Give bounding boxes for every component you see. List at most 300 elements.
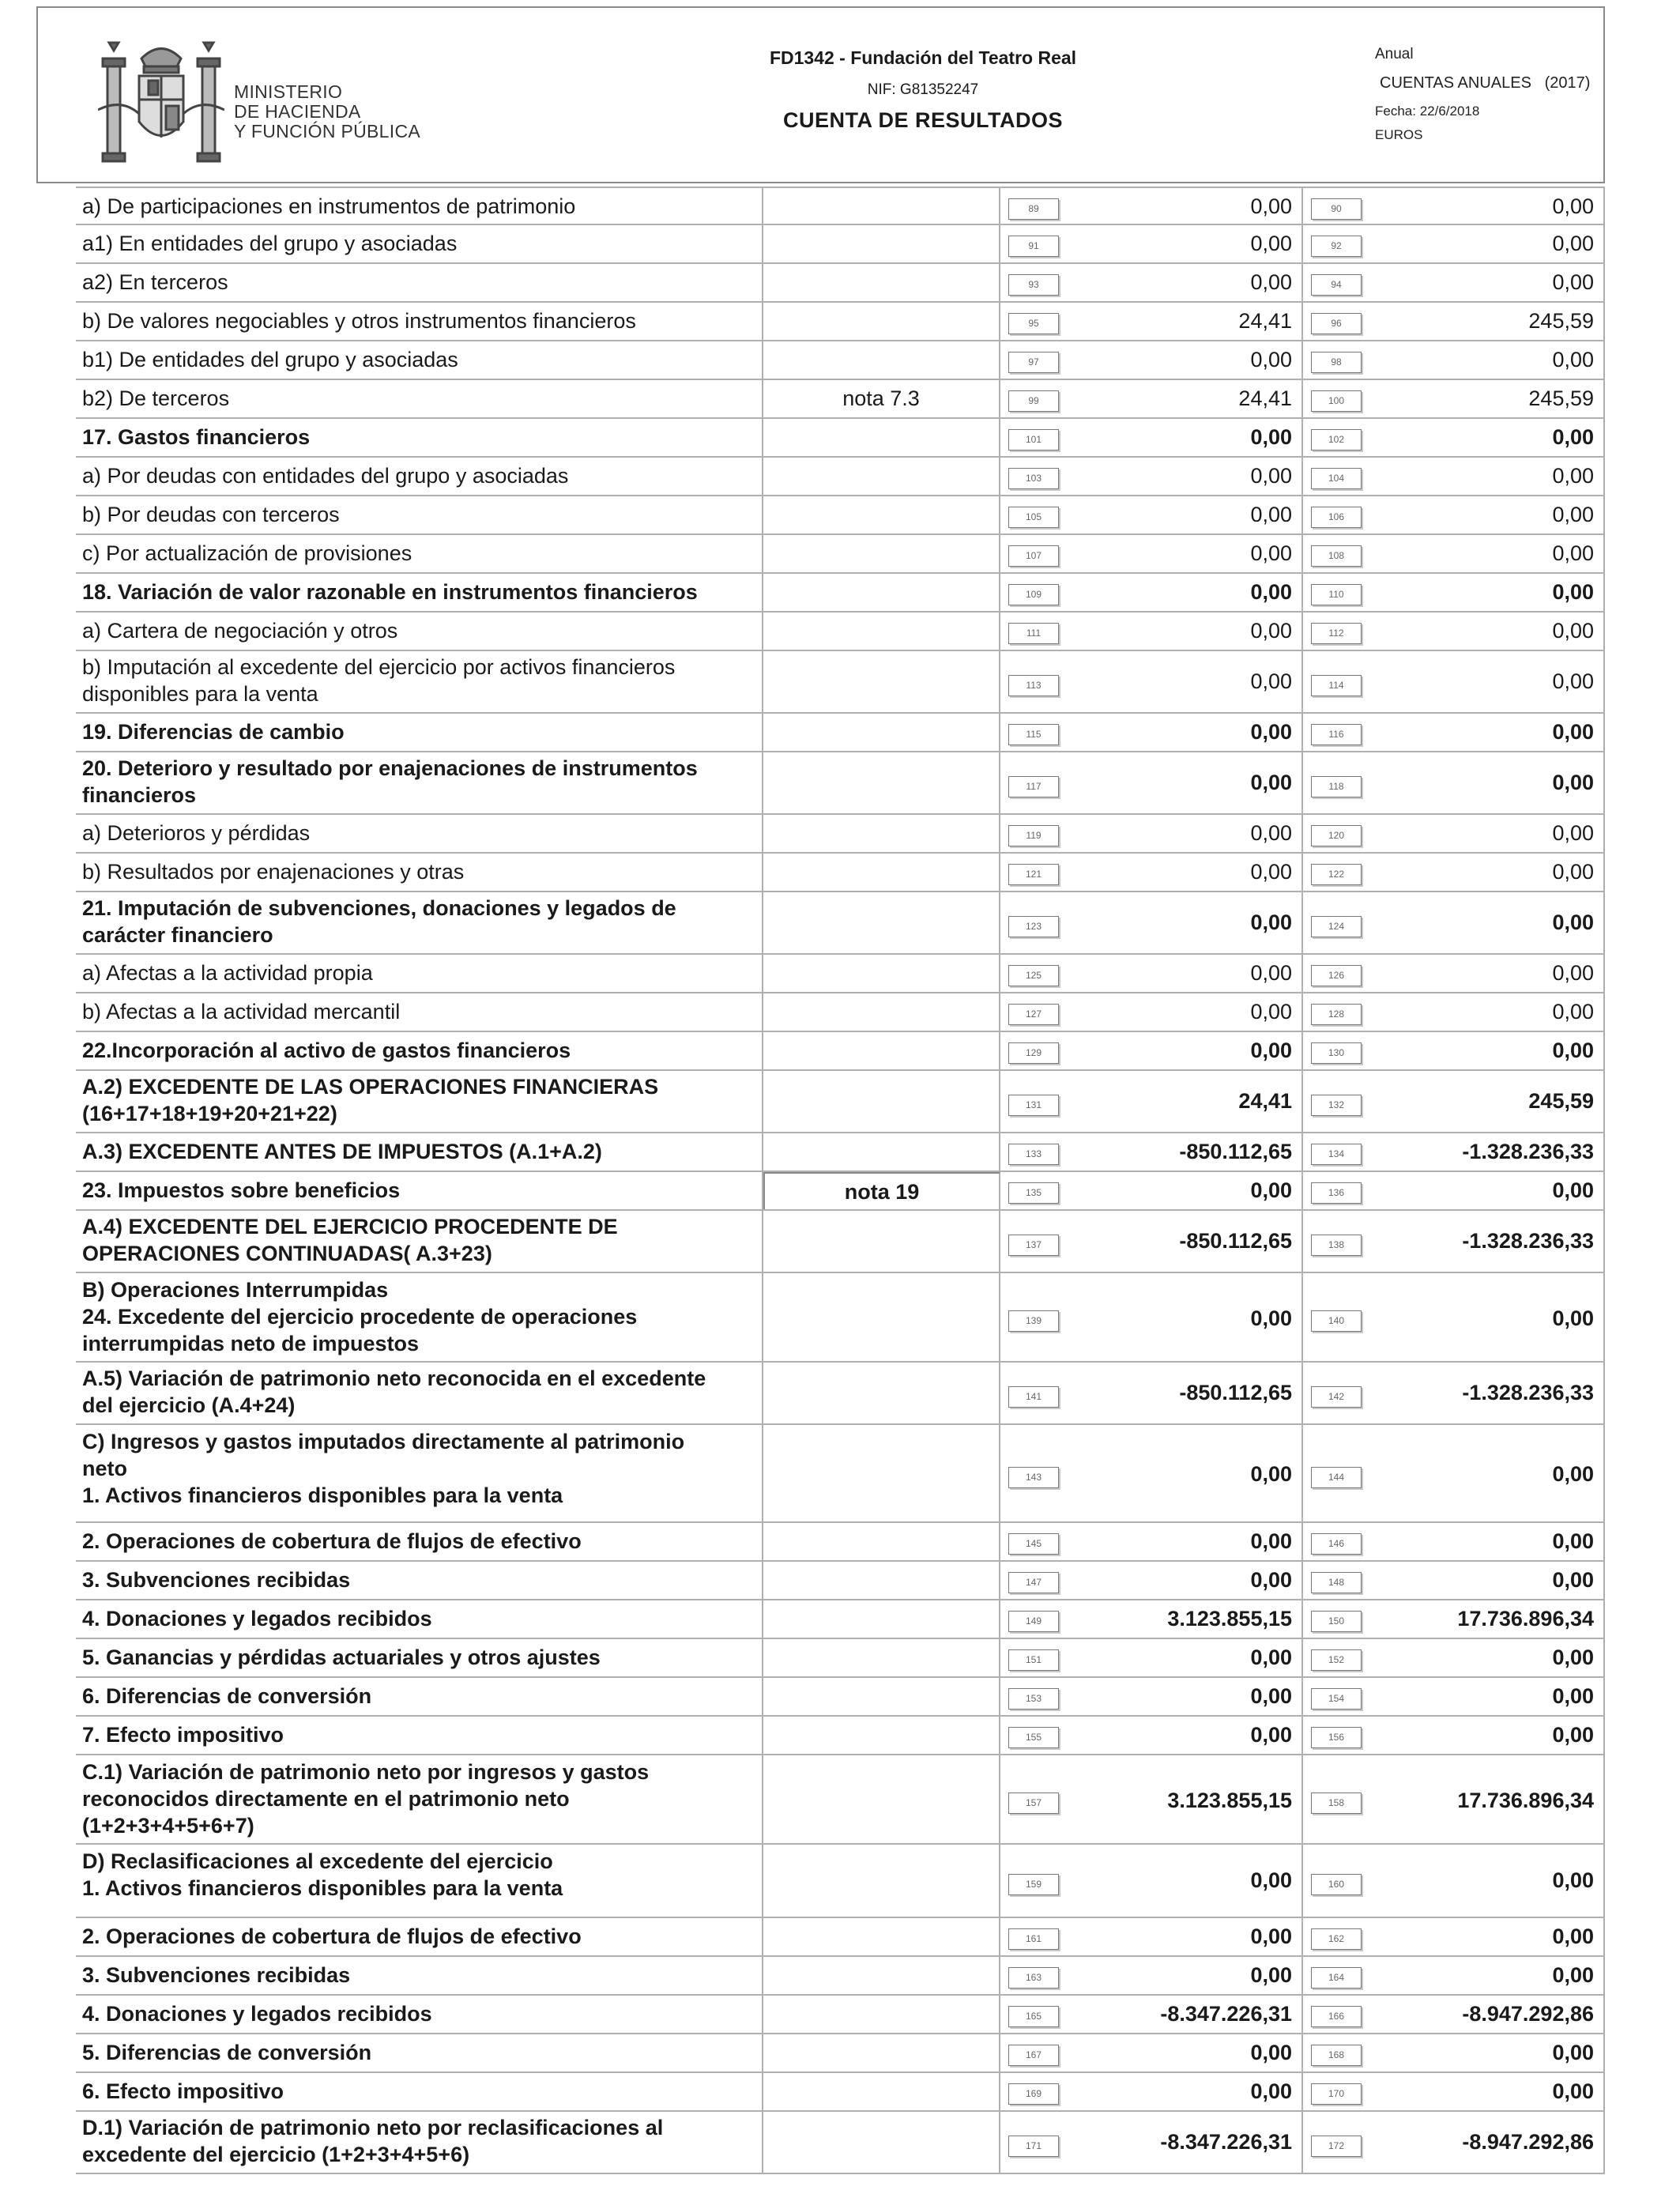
row-label-line: neto xyxy=(82,1457,127,1480)
field-code-box: 142 xyxy=(1311,1386,1362,1408)
row-label-line: b) Afectas a la actividad mercantil xyxy=(82,999,401,1023)
row-note xyxy=(763,651,1000,712)
amount-value: 0,00 xyxy=(1250,232,1292,255)
amount-value: 0,00 xyxy=(1552,1684,1594,1708)
amount-value: 0,00 xyxy=(1552,910,1594,934)
row-label-line: 17. Gastos financieros xyxy=(82,424,311,449)
table-row xyxy=(76,1678,1605,1717)
row-note xyxy=(763,1996,1000,2033)
row-label-line: 6. Diferencias de conversión xyxy=(82,1683,372,1708)
nif: NIF: G81352247 xyxy=(867,81,979,98)
field-code-box: 155 xyxy=(1008,1727,1059,1748)
field-code-box: 105 xyxy=(1008,507,1059,528)
table-row xyxy=(76,303,1605,341)
row-label-line: 21. Imputación de subvenciones, donaciones y legados de xyxy=(82,896,676,920)
amount-value: -8.947.292,86 xyxy=(1462,2129,1594,2154)
row-note xyxy=(763,2034,1000,2071)
row-label-line: a) Cartera de negociación y otros xyxy=(82,618,398,643)
row-label xyxy=(76,1133,763,1171)
row-label xyxy=(76,892,763,953)
table-row xyxy=(76,1996,1605,2034)
table-row xyxy=(76,993,1605,1032)
amount-value: 0,00 xyxy=(1250,860,1292,884)
field-code-box: 131 xyxy=(1008,1095,1059,1116)
value-cell xyxy=(1303,1755,1605,1843)
amount-value: 0,00 xyxy=(1552,232,1594,255)
row-label-line: del ejercicio (A.4+24) xyxy=(82,1393,296,1417)
amount-value: 0,00 xyxy=(1552,1963,1594,1987)
row-label xyxy=(76,1996,763,2033)
value-cell xyxy=(1000,1133,1303,1171)
amount-value: 0,00 xyxy=(1250,1462,1292,1486)
field-code-box: 124 xyxy=(1311,916,1362,937)
row-label xyxy=(76,752,763,813)
amount-value: 0,00 xyxy=(1250,194,1292,218)
field-code-box: 149 xyxy=(1008,1611,1059,1632)
row-note xyxy=(763,1918,1000,1955)
field-code-box: 153 xyxy=(1008,1688,1059,1710)
row-label xyxy=(76,496,763,533)
value-cell xyxy=(1000,264,1303,301)
amount-value: 0,00 xyxy=(1250,961,1292,985)
row-label xyxy=(76,419,763,456)
table-row xyxy=(76,892,1605,955)
field-code-box: 158 xyxy=(1311,1793,1362,1814)
row-label-line: disponibles para la venta xyxy=(82,682,318,706)
row-note xyxy=(763,1273,1000,1361)
row-note xyxy=(763,955,1000,992)
row-note xyxy=(763,264,1000,301)
value-cell xyxy=(1303,1273,1605,1361)
row-label xyxy=(76,1032,763,1069)
row-label-line: OPERACIONES CONTINUADAS( A.3+23) xyxy=(82,1242,492,1265)
row-note xyxy=(763,815,1000,852)
table-row xyxy=(76,2034,1605,2073)
row-note xyxy=(763,2112,1000,2173)
value-cell xyxy=(1000,1717,1303,1754)
table-row xyxy=(76,1425,1605,1523)
field-code-box: 140 xyxy=(1311,1310,1362,1332)
row-label xyxy=(76,1211,763,1272)
row-note: nota 7.3 xyxy=(763,380,1000,417)
field-code-box: 168 xyxy=(1311,2045,1362,2066)
row-label-line: financieros xyxy=(82,783,197,807)
field-code-box: 123 xyxy=(1008,916,1059,937)
row-note xyxy=(763,1639,1000,1676)
row-label-line: reconocidos directamente en el patrimonio neto xyxy=(82,1787,570,1811)
field-code-box: 115 xyxy=(1008,724,1059,745)
table-row xyxy=(76,1172,1605,1211)
row-note xyxy=(763,1957,1000,1994)
field-code-box: 130 xyxy=(1311,1042,1362,1064)
field-code-box: 160 xyxy=(1311,1874,1362,1895)
row-label xyxy=(76,1755,763,1843)
row-note xyxy=(763,1845,1000,1917)
value-cell xyxy=(1000,1071,1303,1132)
row-note xyxy=(763,1133,1000,1171)
row-label xyxy=(76,815,763,852)
amount-value: 0,00 xyxy=(1250,1723,1292,1747)
field-code-box: 138 xyxy=(1311,1235,1362,1256)
row-label-line: carácter financiero xyxy=(82,923,273,947)
field-code-box: 152 xyxy=(1311,1649,1362,1671)
row-label xyxy=(76,1918,763,1955)
row-note xyxy=(763,188,1000,224)
row-label xyxy=(76,1172,763,1209)
row-label-line: 22.Incorporación al activo de gastos financieros xyxy=(82,1038,571,1062)
row-label-line: 7. Efecto impositivo xyxy=(82,1722,284,1747)
amount-value: -8.947.292,86 xyxy=(1462,2002,1594,2026)
row-note xyxy=(763,1678,1000,1715)
amount-value: 0,00 xyxy=(1250,770,1292,794)
table-row xyxy=(76,1071,1605,1133)
row-note xyxy=(763,574,1000,611)
value-cell xyxy=(1303,815,1605,852)
value-cell xyxy=(1000,1363,1303,1423)
row-label-line: (16+17+18+19+20+21+22) xyxy=(82,1102,337,1125)
field-code-box: 139 xyxy=(1008,1310,1059,1332)
amount-value: 0,00 xyxy=(1552,1568,1594,1592)
row-label xyxy=(76,1639,763,1676)
value-cell xyxy=(1000,1639,1303,1676)
row-label-line: B) Operaciones Interrumpidas xyxy=(82,1278,389,1302)
amount-value: 0,00 xyxy=(1250,1646,1292,1669)
value-cell xyxy=(1303,303,1605,340)
amount-value: -1.328.236,33 xyxy=(1462,1380,1594,1404)
row-label-line: 2. Operaciones de cobertura de flujos de efectivo xyxy=(82,1924,582,1948)
amount-value: 0,00 xyxy=(1552,1462,1594,1486)
value-cell xyxy=(1303,2073,1605,2110)
amount-value: 24,41 xyxy=(1238,1088,1292,1113)
field-code-box: 132 xyxy=(1311,1095,1362,1116)
row-note xyxy=(763,496,1000,533)
amount-value: 0,00 xyxy=(1552,1723,1594,1747)
amount-value: 0,00 xyxy=(1250,1963,1292,1987)
field-code-box: 97 xyxy=(1008,352,1059,373)
amount-value: 0,00 xyxy=(1552,720,1594,744)
value-cell xyxy=(1000,1957,1303,1994)
row-label-line: excedente del ejercicio (1+2+3+4+5+6) xyxy=(82,2143,470,2166)
field-code-box: 166 xyxy=(1311,2006,1362,2027)
value-cell xyxy=(1303,752,1605,813)
field-code-box: 117 xyxy=(1008,776,1059,797)
value-cell xyxy=(1303,2034,1605,2071)
amount-value: 0,00 xyxy=(1552,503,1594,526)
field-code-box: 171 xyxy=(1008,2136,1059,2157)
amount-value: -850.112,65 xyxy=(1179,1140,1292,1163)
field-code-box: 169 xyxy=(1008,2083,1059,2105)
field-code-box: 96 xyxy=(1311,313,1362,334)
row-label-line: C) Ingresos y gastos imputados directamente al patrimonio xyxy=(82,1430,685,1453)
amount-value: 0,00 xyxy=(1552,425,1594,449)
row-label xyxy=(76,1562,763,1599)
value-cell xyxy=(1303,854,1605,891)
row-label xyxy=(76,225,763,262)
row-label-line: interrumpidas neto de impuestos xyxy=(82,1332,420,1355)
value-cell xyxy=(1000,892,1303,953)
amount-value: 0,00 xyxy=(1250,1529,1292,1553)
row-label xyxy=(76,2112,763,2173)
field-code-box: 129 xyxy=(1008,1042,1059,1064)
period-label: Anual xyxy=(1375,46,1414,62)
amount-value: 0,00 xyxy=(1552,1529,1594,1553)
row-label-line: (1+2+3+4+5+6+7) xyxy=(82,1814,254,1838)
row-label-line: D.1) Variación de patrimonio neto por reclasificaciones al xyxy=(82,2116,664,2139)
table-row xyxy=(76,1211,1605,1273)
row-label-line: b) Resultados por enajenaciones y otras xyxy=(82,859,465,884)
document-header xyxy=(36,6,1605,183)
document-meta xyxy=(1375,46,1590,143)
field-code-box: 93 xyxy=(1008,274,1059,296)
amount-value: 0,00 xyxy=(1552,541,1594,565)
field-code-box: 167 xyxy=(1008,2045,1059,2066)
value-cell xyxy=(1303,574,1605,611)
value-cell xyxy=(1303,993,1605,1031)
field-code-box: 104 xyxy=(1311,468,1362,489)
row-label xyxy=(76,955,763,992)
row-label xyxy=(76,1678,763,1715)
amount-value: 0,00 xyxy=(1552,1924,1594,1948)
field-code-box: 99 xyxy=(1008,390,1059,412)
field-code-box: 94 xyxy=(1311,274,1362,296)
value-cell xyxy=(1303,496,1605,533)
amount-value: 0,00 xyxy=(1250,464,1292,488)
field-code-box: 103 xyxy=(1008,468,1059,489)
row-note xyxy=(763,714,1000,751)
field-code-box: 162 xyxy=(1311,1928,1362,1950)
ministry-name xyxy=(234,82,420,141)
amount-value: 0,00 xyxy=(1250,580,1292,604)
value-cell xyxy=(1000,341,1303,379)
value-cell xyxy=(1000,815,1303,852)
table-row xyxy=(76,854,1605,892)
value-cell xyxy=(1303,1562,1605,1599)
row-label xyxy=(76,303,763,340)
amount-value: 0,00 xyxy=(1250,270,1292,294)
field-code-box: 128 xyxy=(1311,1004,1362,1025)
table-row xyxy=(76,535,1605,574)
row-label-line: 3. Subvenciones recibidas xyxy=(82,1567,351,1592)
amount-value: -850.112,65 xyxy=(1179,1228,1292,1253)
table-row xyxy=(76,496,1605,535)
value-cell xyxy=(1303,225,1605,262)
field-code-box: 92 xyxy=(1311,236,1362,257)
row-label-line: a) Deterioros y pérdidas xyxy=(82,820,311,845)
field-code-box: 164 xyxy=(1311,1967,1362,1989)
value-cell xyxy=(1303,1600,1605,1638)
field-code-box: 111 xyxy=(1008,623,1059,644)
row-label-line: b) De valores negociables y otros instrumentos financieros xyxy=(82,308,636,333)
row-note xyxy=(763,458,1000,495)
amount-value: 0,00 xyxy=(1552,961,1594,985)
row-label xyxy=(76,1071,763,1132)
field-code-box: 95 xyxy=(1008,313,1059,334)
field-code-box: 108 xyxy=(1311,545,1362,567)
amount-value: 0,00 xyxy=(1250,619,1292,643)
table-row xyxy=(76,2112,1605,2174)
row-label xyxy=(76,1957,763,1994)
table-row xyxy=(76,1133,1605,1172)
row-label-line: 5. Diferencias de conversión xyxy=(82,2040,372,2064)
amount-value: 0,00 xyxy=(1552,580,1594,604)
accounts-label: CUENTAS ANUALES (2017) xyxy=(1380,74,1591,92)
value-cell xyxy=(1303,1032,1605,1069)
amount-value: 245,59 xyxy=(1528,386,1594,410)
header-center xyxy=(646,47,1200,133)
row-label-line: a1) En entidades del grupo y asociadas xyxy=(82,231,458,255)
field-code-box: 137 xyxy=(1008,1235,1059,1256)
row-note xyxy=(763,613,1000,650)
row-label-line: C.1) Variación de patrimonio neto por ingresos y gastos xyxy=(82,1760,650,1784)
ministry-line: Y FUNCIÓN PÚBLICA xyxy=(234,121,420,141)
amount-value: 0,00 xyxy=(1552,2041,1594,2064)
amount-value: 0,00 xyxy=(1250,720,1292,744)
table-row xyxy=(76,815,1605,854)
value-cell xyxy=(1000,993,1303,1031)
value-cell xyxy=(1303,1425,1605,1521)
table-row xyxy=(76,187,1605,225)
field-code-box: 136 xyxy=(1311,1182,1362,1204)
row-note xyxy=(763,1071,1000,1132)
row-label-line: a) Afectas a la actividad propia xyxy=(82,960,373,985)
row-label-line: D) Reclasificaciones al excedente del ejercicio xyxy=(82,1849,553,1873)
row-note xyxy=(763,1562,1000,1599)
row-label xyxy=(76,341,763,379)
amount-value: 0,00 xyxy=(1552,619,1594,643)
value-cell xyxy=(1303,1211,1605,1272)
value-cell xyxy=(1000,651,1303,712)
entity-name: FD1342 - Fundación del Teatro Real xyxy=(769,47,1077,68)
row-label xyxy=(76,1523,763,1560)
amount-value: 0,00 xyxy=(1552,194,1594,218)
amount-value: 3.123.855,15 xyxy=(1167,1607,1292,1630)
row-note xyxy=(763,535,1000,572)
table-row xyxy=(76,1032,1605,1071)
amount-value: 0,00 xyxy=(1552,770,1594,794)
amount-value: 245,59 xyxy=(1528,1088,1594,1113)
field-code-box: 134 xyxy=(1311,1144,1362,1165)
field-code-box: 116 xyxy=(1311,724,1362,745)
table-row xyxy=(76,1523,1605,1562)
value-cell xyxy=(1000,1678,1303,1715)
table-row xyxy=(76,458,1605,496)
value-cell xyxy=(1000,535,1303,572)
row-label-line: A.5) Variación de patrimonio neto reconocida en el excedente xyxy=(82,1367,706,1390)
value-cell xyxy=(1303,535,1605,572)
amount-value: 0,00 xyxy=(1250,2079,1292,2103)
amount-value: 0,00 xyxy=(1552,821,1594,845)
value-cell xyxy=(1000,188,1303,224)
value-cell xyxy=(1303,1957,1605,1994)
value-cell xyxy=(1000,1918,1303,1955)
field-code-box: 143 xyxy=(1008,1467,1059,1488)
table-row xyxy=(76,419,1605,458)
table-row xyxy=(76,341,1605,380)
table-row xyxy=(76,752,1605,815)
value-cell xyxy=(1000,225,1303,262)
field-code-box: 107 xyxy=(1008,545,1059,567)
row-label-line: c) Por actualización de provisiones xyxy=(82,541,412,565)
table-row xyxy=(76,2073,1605,2112)
table-row xyxy=(76,714,1605,752)
row-label-line: A.2) EXCEDENTE DE LAS OPERACIONES FINANCIERAS xyxy=(82,1075,659,1099)
row-label-line: a2) En terceros xyxy=(82,270,228,294)
field-code-box: 125 xyxy=(1008,965,1059,986)
row-note xyxy=(763,1425,1000,1521)
row-label xyxy=(76,535,763,572)
amount-value: 0,00 xyxy=(1552,1000,1594,1023)
row-label-line: 2. Operaciones de cobertura de flujos de efectivo xyxy=(82,1529,582,1553)
value-cell xyxy=(1303,1363,1605,1423)
field-code-box: 114 xyxy=(1311,675,1362,696)
amount-value: -8.347.226,31 xyxy=(1160,2129,1292,2154)
value-cell xyxy=(1000,1425,1303,1521)
value-cell xyxy=(1303,419,1605,456)
field-code-box: 90 xyxy=(1311,198,1362,220)
amount-value: 0,00 xyxy=(1250,541,1292,565)
field-code-box: 172 xyxy=(1311,2136,1362,2157)
row-label-line: 5. Ganancias y pérdidas actuariales y otros ajustes xyxy=(82,1645,601,1669)
row-label xyxy=(76,714,763,751)
field-code-box: 98 xyxy=(1311,352,1362,373)
field-code-box: 122 xyxy=(1311,864,1362,885)
table-row xyxy=(76,1600,1605,1639)
field-code-box: 102 xyxy=(1311,429,1362,450)
value-cell xyxy=(1000,1523,1303,1560)
table-row xyxy=(76,1562,1605,1600)
row-label xyxy=(76,458,763,495)
row-note xyxy=(763,1363,1000,1423)
field-code-box: 161 xyxy=(1008,1928,1059,1950)
field-code-box: 91 xyxy=(1008,236,1059,257)
amount-value: 0,00 xyxy=(1552,2079,1594,2103)
amount-value: 0,00 xyxy=(1250,1684,1292,1708)
table-row xyxy=(76,225,1605,264)
row-label xyxy=(76,1363,763,1423)
amount-value: 0,00 xyxy=(1250,1306,1292,1330)
value-cell xyxy=(1303,380,1605,417)
value-cell xyxy=(1303,651,1605,712)
value-cell xyxy=(1000,2034,1303,2071)
amount-value: 0,00 xyxy=(1250,1568,1292,1592)
value-cell xyxy=(1000,1211,1303,1272)
amount-value: 0,00 xyxy=(1552,1646,1594,1669)
row-label-line: b2) De terceros xyxy=(82,386,230,410)
table-row xyxy=(76,1363,1605,1425)
row-label-line: 1. Activos financieros disponibles para la venta xyxy=(82,1876,563,1900)
row-label-line: 20. Deterioro y resultado por enajenaciones de instrumentos xyxy=(82,756,698,780)
value-cell xyxy=(1303,1133,1605,1171)
date-label: Fecha: 22/6/2018 xyxy=(1375,104,1480,119)
value-cell xyxy=(1000,380,1303,417)
field-code-box: 133 xyxy=(1008,1144,1059,1165)
field-code-box: 144 xyxy=(1311,1467,1362,1488)
value-cell xyxy=(1000,1032,1303,1069)
value-cell xyxy=(1303,2112,1605,2173)
field-code-box: 119 xyxy=(1008,825,1059,846)
row-label xyxy=(76,574,763,611)
field-code-box: 109 xyxy=(1008,584,1059,605)
row-note xyxy=(763,752,1000,813)
field-code-box: 146 xyxy=(1311,1533,1362,1555)
row-label-line: A.4) EXCEDENTE DEL EJERCICIO PROCEDENTE DE xyxy=(82,1215,618,1238)
value-cell xyxy=(1303,892,1605,953)
amount-value: 0,00 xyxy=(1552,1868,1594,1892)
field-code-box: 157 xyxy=(1008,1793,1059,1814)
row-label xyxy=(76,188,763,224)
currency-label: EUROS xyxy=(1375,127,1423,142)
field-code-box: 110 xyxy=(1311,584,1362,605)
